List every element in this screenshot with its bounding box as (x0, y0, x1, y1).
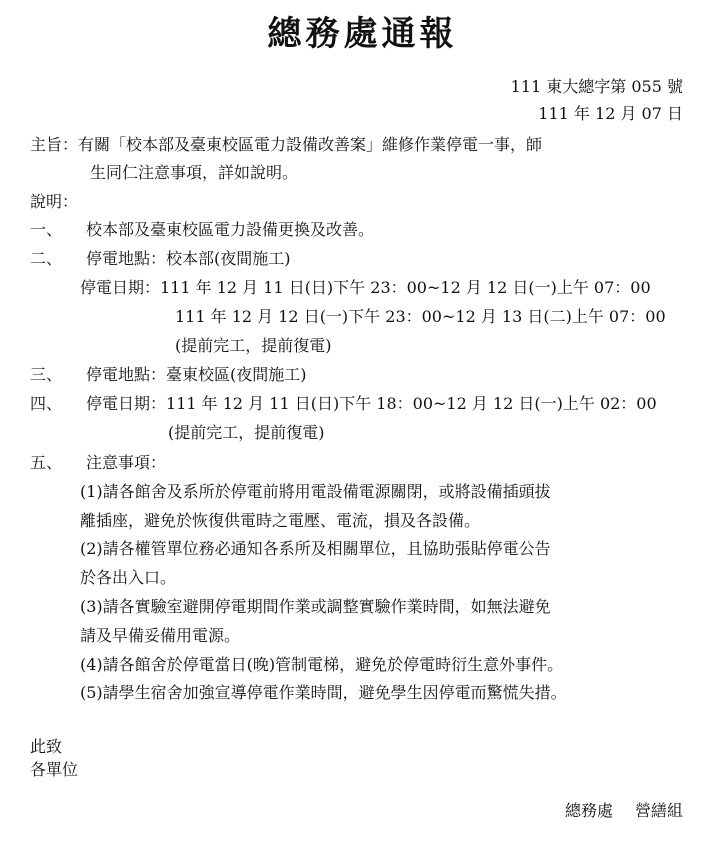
item-2-schedule-1: 停電日期：111 年 12 月 11 日(日)下午 23：00~12 月 12 日(一)上午 07：00 (80, 278, 651, 297)
document-date: 111 年 12 月 07 日 (538, 104, 683, 123)
signature-office: 總務處 (564, 801, 613, 820)
signature (565, 800, 683, 822)
item-4 (30, 393, 657, 415)
item-2-num: 二、 (30, 249, 63, 268)
closing-line-2: 各單位 (30, 760, 79, 779)
item-1-num: 一、 (30, 220, 63, 239)
item-3 (30, 364, 307, 386)
note-1-line-2: 離插座，避免於恢復供電時之電壓、電流，損及各設備。 (80, 511, 481, 530)
item-2-note: (提前完工，提前復電) (175, 336, 332, 355)
document-number: 111 東大總字第 055 號 (510, 77, 683, 96)
item-3-text: 停電地點：臺東校區(夜間施工) (86, 365, 307, 384)
explanation-label: 說明： (30, 192, 79, 211)
note-3-line-1: (3)請各實驗室避開停電期間作業或調整實驗作業時間，如無法避免 (80, 597, 551, 616)
note-5: (5)請學生宿舍加強宣導停電作業時間，避免學生因停電而驚慌失措。 (80, 683, 567, 702)
item-1 (30, 219, 374, 241)
item-2 (30, 248, 291, 270)
subject-text-1: 有關「校本部及臺東校區電力設備改善案」維修作業停電一事，師 (78, 135, 543, 154)
item-5-num: 五、 (30, 453, 63, 472)
item-4-text: 停電日期：111 年 12 月 11 日(日)下午 18：00~12 月 12 日(一)上午 02：00 (86, 394, 657, 413)
note-3-line-2: 請及早備妥備用電源。 (80, 626, 241, 645)
closing-line-1: 此致 (30, 737, 63, 756)
item-5 (30, 452, 166, 474)
item-1-text: 校本部及臺東校區電力設備更換及改善。 (86, 220, 375, 239)
page-title: 總務處通報 (267, 14, 458, 54)
item-5-text: 注意事項： (86, 453, 167, 472)
item-4-note: (提前完工，提前復電) (168, 423, 325, 442)
subject-text-2: 生同仁注意事項，詳如說明。 (90, 163, 299, 182)
note-2-line-1: (2)請各權管單位務必通知各系所及相關單位，且協助張貼停電公告 (80, 539, 551, 558)
note-1-line-1: (1)請各館舍及系所於停電前將用電設備電源關閉，或將設備插頭拔 (80, 482, 551, 501)
item-3-num: 三、 (30, 365, 63, 384)
signature-unit: 營繕組 (634, 801, 683, 820)
item-2-text: 停電地點：校本部(夜間施工) (86, 249, 291, 268)
note-2-line-2: 於各出入口。 (80, 568, 177, 587)
item-2-schedule-2: 111 年 12 月 12 日(一)下午 23：00~12 月 13 日(二)上午 07：00 (175, 307, 666, 326)
subject-label: 主旨： (30, 135, 79, 154)
subject-line-1 (30, 134, 542, 156)
item-4-num: 四、 (30, 394, 63, 413)
note-4: (4)請各館舍於停電當日(晚)管制電梯，避免於停電時衍生意外事件。 (80, 655, 564, 674)
